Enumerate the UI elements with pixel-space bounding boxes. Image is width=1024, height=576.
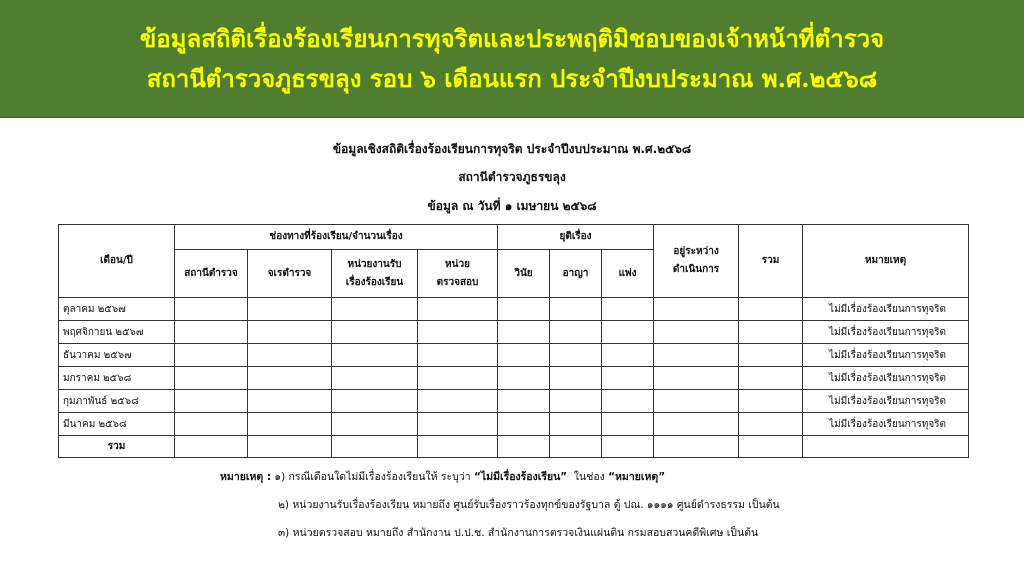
cell <box>739 298 803 321</box>
cell <box>602 321 654 344</box>
footnote-label: หมายเหตุ : <box>220 471 272 483</box>
cell <box>498 390 550 413</box>
row-remark: ไม่มีเรื่องร้องเรียนการทุจริต <box>803 344 969 367</box>
cell <box>418 344 498 367</box>
footnote-1-text: ๑) กรณีเดือนใดไม่มีเรื่องร้องเรียนให้ ระบุว่า <box>274 471 471 483</box>
footnote-2: ๒) หน่วยงานรับเรื่องร้องเรียน หมายถึง ศูนย์รับเรื่องราวร้องทุกข์ของรัฐบาล ตู้ ปณ. ๑๑๑๑ ศูนย์ดำรงธรรม เป็นต้น <box>278 499 780 511</box>
cell <box>550 390 602 413</box>
row-remark: ไม่มีเรื่องร้องเรียนการทุจริต <box>803 321 969 344</box>
cell <box>654 298 739 321</box>
footnote-1-mid: ในช่อง <box>573 471 605 483</box>
cell <box>248 436 332 458</box>
cell <box>550 321 602 344</box>
cell <box>418 367 498 390</box>
header-pending-line1: อยู่ระหว่าง <box>673 246 719 257</box>
cell <box>550 413 602 436</box>
title-banner <box>0 0 1024 118</box>
row-month: ธันวาคม ๒๕๖๗ <box>59 344 175 367</box>
cell <box>175 436 248 458</box>
cell <box>332 367 418 390</box>
cell <box>175 298 248 321</box>
header-complaint-channels: ช่องทางที่ร้องเรียน/จำนวนเรื่อง <box>175 225 498 250</box>
header-channel-station: สถานีตำรวจ <box>175 250 248 298</box>
cell <box>498 367 550 390</box>
total-row-label: รวม <box>59 436 175 458</box>
header-month-year: เดือน/ปี <box>59 225 175 298</box>
cell <box>332 390 418 413</box>
cell <box>602 298 654 321</box>
table-row <box>59 367 969 390</box>
cell <box>654 390 739 413</box>
cell <box>498 344 550 367</box>
table-row <box>59 413 969 436</box>
cell <box>602 436 654 458</box>
header-audit-line2: ตรวจสอบ <box>436 276 479 288</box>
banner-title-line-2: สถานีตำรวจภูธรขลุง รอบ ๖ เดือนแรก ประจำปีงบประมาณ พ.ศ.๒๕๖๘ <box>146 63 878 93</box>
cell <box>739 344 803 367</box>
cell <box>175 344 248 367</box>
header-concluded: ยุติเรื่อง <box>498 225 654 250</box>
cell <box>332 298 418 321</box>
cell <box>175 321 248 344</box>
cell <box>175 367 248 390</box>
cell <box>332 436 418 458</box>
data-as-of-date: ข้อมูล ณ วันที่ ๑ เมษายน ๒๕๖๘ <box>427 199 597 213</box>
cell <box>602 344 654 367</box>
cell <box>498 298 550 321</box>
cell <box>418 321 498 344</box>
cell <box>654 367 739 390</box>
cell <box>332 321 418 344</box>
cell <box>248 390 332 413</box>
cell <box>498 321 550 344</box>
cell <box>332 413 418 436</box>
cell <box>739 413 803 436</box>
cell <box>550 367 602 390</box>
cell <box>550 344 602 367</box>
cell <box>739 436 803 458</box>
table-row <box>59 298 969 321</box>
row-month: ตุลาคม ๒๕๖๗ <box>59 298 175 321</box>
cell <box>498 413 550 436</box>
cell <box>248 298 332 321</box>
table-row <box>59 390 969 413</box>
cell <box>550 298 602 321</box>
header-channel-police-inspector: จเรตำรวจ <box>248 250 332 298</box>
total-row <box>59 436 969 458</box>
cell <box>248 367 332 390</box>
cell <box>654 321 739 344</box>
footnote-1-quote-no-complaint: “ไม่มีเรื่องร้องเรียน” <box>473 471 568 483</box>
cell <box>739 367 803 390</box>
cell <box>418 436 498 458</box>
row-month: กุมภาพันธ์ ๒๕๖๘ <box>59 390 175 413</box>
header-criminal: อาญา <box>550 250 602 298</box>
header-discipline: วินัย <box>498 250 550 298</box>
cell <box>175 390 248 413</box>
cell <box>418 413 498 436</box>
cell <box>602 390 654 413</box>
header-civil: แพ่ง <box>602 250 654 298</box>
row-remark: ไม่มีเรื่องร้องเรียนการทุจริต <box>803 367 969 390</box>
table-row <box>59 344 969 367</box>
header-audit-line1: หน่วย <box>445 258 470 270</box>
cell <box>248 413 332 436</box>
header-total: รวม <box>739 225 803 298</box>
cell <box>803 436 969 458</box>
station-name: สถานีตำรวจภูธรขลุง <box>458 170 566 184</box>
cell <box>248 344 332 367</box>
cell <box>418 390 498 413</box>
header-pending <box>654 225 739 298</box>
footnote-1 <box>220 468 665 485</box>
header-remark: หมายเหตุ <box>803 225 969 298</box>
header-channel-audit-unit <box>418 250 498 298</box>
row-remark: ไม่มีเรื่องร้องเรียนการทุจริต <box>803 390 969 413</box>
cell <box>602 413 654 436</box>
complaint-statistics-table <box>58 224 969 458</box>
cell <box>248 321 332 344</box>
cell <box>654 413 739 436</box>
cell <box>739 321 803 344</box>
header-pending-line2: ดำเนินการ <box>672 264 720 275</box>
footnote-3: ๓) หน่วยตรวจสอบ หมายถึง สำนักงาน ป.ป.ช. สำนักงานการตรวจเงินแผ่นดิน กรมสอบสวนคดีพิเศษ เป็นต้น <box>278 527 759 539</box>
cell <box>654 436 739 458</box>
header-channel-receiving-agency <box>332 250 418 298</box>
cell <box>739 390 803 413</box>
cell <box>602 367 654 390</box>
row-month: มีนาคม ๒๕๖๘ <box>59 413 175 436</box>
banner-title-line-1: ข้อมูลสถิติเรื่องร้องเรียนการทุจริตและประพฤติมิชอบของเจ้าหน้าที่ตำรวจ <box>139 23 885 53</box>
cell <box>654 344 739 367</box>
row-month: พฤศจิกายน ๒๕๖๗ <box>59 321 175 344</box>
cell <box>498 436 550 458</box>
cell <box>175 413 248 436</box>
header-receiving-line2: เรื่องร้องเรียน <box>345 276 404 288</box>
table-row <box>59 321 969 344</box>
row-remark: ไม่มีเรื่องร้องเรียนการทุจริต <box>803 298 969 321</box>
row-month: มกราคม ๒๕๖๘ <box>59 367 175 390</box>
cell <box>550 436 602 458</box>
cell <box>332 344 418 367</box>
footnote-1-quote-remark: “หมายเหตุ” <box>608 471 666 483</box>
header-receiving-line1: หน่วยงานรับ <box>347 258 402 270</box>
cell <box>418 298 498 321</box>
document-title: ข้อมูลเชิงสถิติเรื่องร้องเรียนการทุจริต ประจำปีงบประมาณ พ.ศ.๒๕๖๘ <box>332 142 692 156</box>
row-remark: ไม่มีเรื่องร้องเรียนการทุจริต <box>803 413 969 436</box>
